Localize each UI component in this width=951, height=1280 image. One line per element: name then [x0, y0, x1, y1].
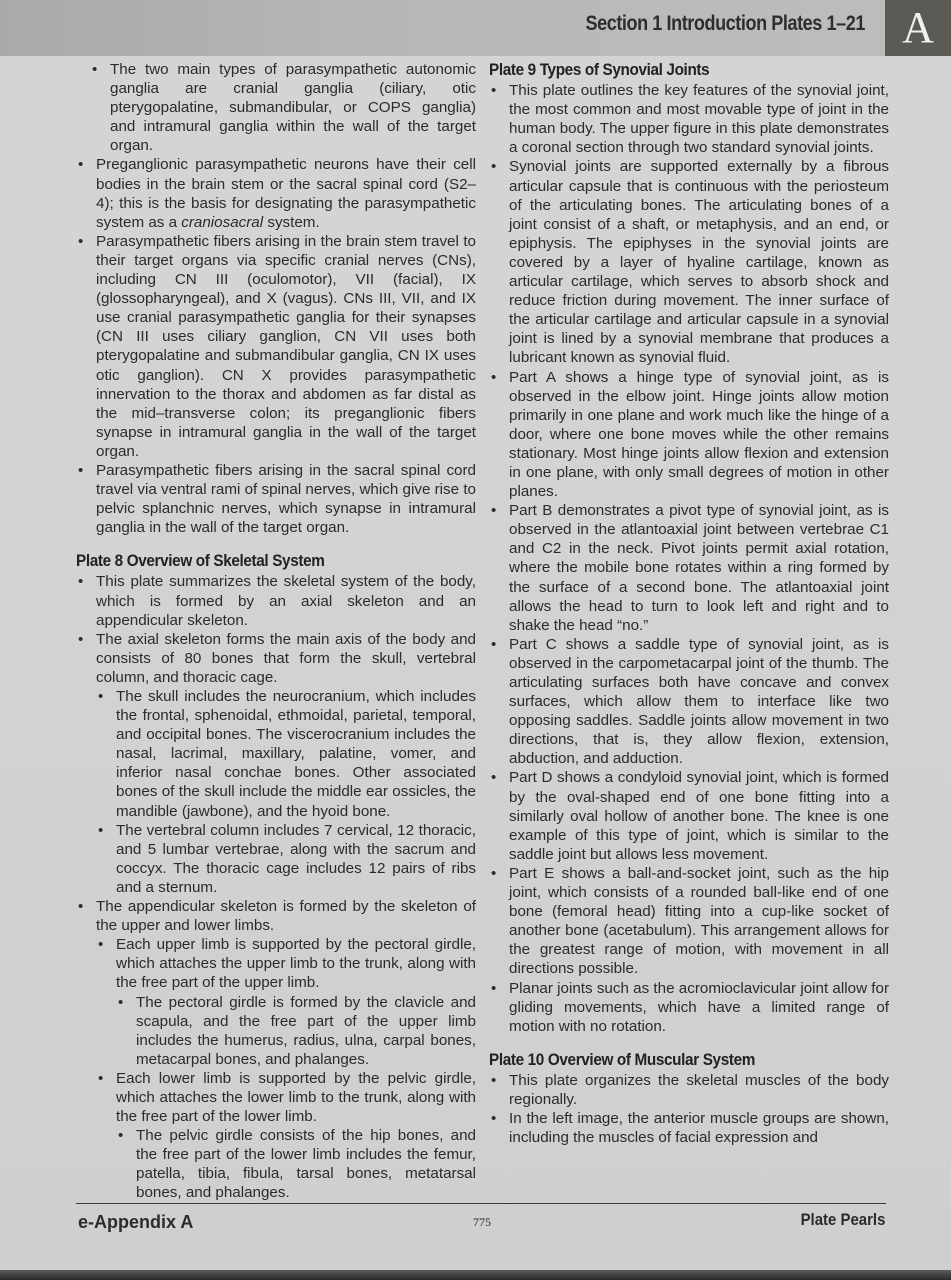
- section-tab: [885, 0, 951, 56]
- list-item: • The skull includes the neurocranium, which includes the frontal, sphenoidal, ethmoidal, parietal, temporal, and occipital bones. The viscerocranium includes the nasal, lacrimal, maxillary, palatine, vomer, and inferior nasal conchae bones. Other associated bones of the skull include the middle ear ossicles, the mandible (jawbone), and the hyoid bone.: [96, 687, 476, 821]
- plate-heading: Plate 9 Types of Synovial Joints: [489, 60, 710, 79]
- nested-list: [116, 993, 476, 1069]
- list-item-text: system.: [263, 213, 320, 231]
- list-item-text: Each upper limb is supported by the pectoral girdle, which attaches the upper limb to the trunk, along with the free part of the upper limb.: [116, 936, 476, 992]
- intro-bullet-list: [76, 60, 476, 537]
- list-item: • This plate organizes the skeletal muscles of the body regionally.: [489, 1071, 889, 1109]
- list-item: • Part E shows a ball-and-socket joint, such as the hip joint, which consists of a rounded ball-like end of one bone (femoral head) fitting into a cup-like socket of another bone (acetabulum). This arrangement allows for the greatest range of motion, with movement in all directions possible.: [489, 864, 889, 979]
- left-column: [76, 60, 476, 1203]
- list-item: [96, 935, 476, 1069]
- list-item: • Part A shows a hinge type of synovial joint, as is observed in the elbow joint. Hinge joints allow motion primarily in one plane and work much like the hinge of a door, where one bone moves while the other remains stationary. Most hinge joints allow flexion and extension in one plane, with only small degrees of motion in other planes.: [489, 368, 889, 502]
- list-item: • This plate summarizes the skeletal system of the body, which is formed by an axial skeleton and an appendicular skeleton.: [76, 572, 476, 629]
- list-item: • Planar joints such as the acromioclavicular joint allow for gliding movements, which have a limited range of motion with no rotation.: [489, 979, 889, 1036]
- list-item-text: The appendicular skeleton is formed by the skeleton of the upper and lower limbs.: [96, 898, 476, 935]
- footer-appendix-label: e-Appendix A: [78, 1212, 194, 1232]
- nested-list: [96, 687, 476, 897]
- list-item-text: Each lower limb is supported by the pelvic girdle, which attaches the lower limb to the trunk, along with the free part of the lower limb.: [116, 1069, 476, 1126]
- list-item: • In the left image, the anterior muscle groups are shown, including the muscles of facial expression and: [489, 1109, 889, 1147]
- list-item-text: Preganglionic parasympathetic neurons have their cell bodies in the brain stem or the sacral spinal cord (S2–4); this is the basis for designating the parasympathetic system as a: [96, 156, 476, 231]
- list-item: • Part C shows a saddle type of synovial joint, as is observed in the carpometacarpal joint of the thumb. The articulating surfaces both have concave and convex surfaces, which allow them to interface like two opposing saddles. Saddle joints allow movement in two directions, that is, they allow flexion, extension, abduction, and adduction.: [489, 635, 889, 769]
- list-item: • The pelvic girdle consists of the hip bones, and the free part of the lower limb includes the femur, patella, tibia, fibula, tarsal bones, metatarsal bones, and phalanges.: [116, 1126, 476, 1202]
- list-item-text: The axial skeleton forms the main axis of the body and consists of 80 bones that form the skull, vertebral column, and thoracic cage.: [96, 630, 476, 686]
- emphasis-text: craniosacral: [181, 213, 264, 231]
- list-item: • The vertebral column includes 7 cervical, 12 thoracic, and 5 lumbar vertebrae, along with the sacrum and coccyx. The thoracic cage includes 12 pairs of ribs and a sternum.: [96, 821, 476, 897]
- page-edge-shadow: [0, 1270, 951, 1280]
- plate8-bullet-list: [76, 572, 476, 1202]
- list-item: • Parasympathetic fibers arising in the brain stem travel to their target organs via specific cranial nerves (CNs), including CN III (oculomotor), VII (facial), IX (glossopharyngeal), and X (vagus). CNs III, VII, and IX use cranial parasympathetic ganglia for their synapses (CN III uses ciliary ganglion, CN VII uses both pterygopalatine and submandibular ganglia, CN IX uses otic ganglion). CN X provides parasympathetic innervation to the thorax and abdomen as far distal as the mid–transverse colon; its preganglionic fibers synapse in intramural ganglia in the wall of the target organ.: [76, 232, 476, 461]
- plate-heading: Plate 10 Overview of Muscular System: [489, 1049, 755, 1069]
- list-item: [76, 897, 476, 1203]
- page-number: 775: [473, 1215, 491, 1229]
- list-item: • Part D shows a condyloid synovial joint, which is formed by the oval-shaped end of one bone fitting into a similarly oval hollow of another bone. The knee is one example of this type of joint, which is similar to the saddle joint but allows less movement.: [489, 768, 889, 863]
- list-item: • Parasympathetic fibers arising in the sacral spinal cord travel via ventral rami of spinal nerves, which give rise to pelvic splanchnic nerves, which synapse in intramural ganglia in the wall of the target organ.: [76, 461, 476, 537]
- section-title: Section 1 Introduction Plates 1–21: [585, 12, 865, 35]
- list-item: • This plate outlines the key features of the synovial joint, the most common and most movable type of joint in the human body. The upper figure in this plate demonstrates a coronal section through two standard synovial joints.: [489, 81, 889, 157]
- footer-section-label: Plate Pearls: [800, 1210, 885, 1229]
- list-item: • The pectoral girdle is formed by the clavicle and scapula, and the free part of the upper limb includes the humerus, radius, ulna, carpal bones, metacarpal bones, and phalanges.: [116, 993, 476, 1069]
- list-item: • Part B demonstrates a pivot type of synovial joint, as is observed in the atlantoaxial joint between vertebrae C1 and C2 in the neck. Pivot joints permit axial rotation, where the mobile bone rotates within a ring formed by the surface of a second bone. The atlantoaxial joint allows the head to turn to look left and right and to shake the head “no.”: [489, 501, 889, 635]
- list-item: [76, 630, 476, 897]
- nested-list: [116, 1126, 476, 1202]
- list-item: [96, 1069, 476, 1203]
- nested-list: [96, 935, 476, 1202]
- running-header: [0, 0, 951, 56]
- list-item: • The two main types of parasympathetic autonomic ganglia are cranial ganglia (ciliary, otic pterygopalatine, submandibular, or COPS ganglia) and intramural ganglia within the wall of the target organ.: [90, 60, 476, 155]
- list-item: [76, 155, 476, 231]
- plate10-bullet-list: [489, 1071, 889, 1147]
- section-tab-letter: A: [902, 3, 934, 52]
- right-column: [489, 60, 889, 1147]
- plate-heading: Plate 8 Overview of Skeletal System: [76, 551, 325, 571]
- footer-divider: [76, 1203, 886, 1204]
- list-item: • Synovial joints are supported externally by a fibrous articular capsule that is continuous with the periosteum of the articulating bones. The articulating bones of a joint consist of a shaft, or metaphysis, and an end, or epiphysis. The epiphyses in the synovial joints are covered by a layer of hyaline cartilage, known as articular cartilage, which serves to absorb shock and reduce friction during movement. The inner surface of the articular cartilage and articular capsule in a synovial joint is lined by a synovial membrane that produces a lubricant known as synovial fluid.: [489, 157, 889, 367]
- plate9-bullet-list: [489, 81, 889, 1036]
